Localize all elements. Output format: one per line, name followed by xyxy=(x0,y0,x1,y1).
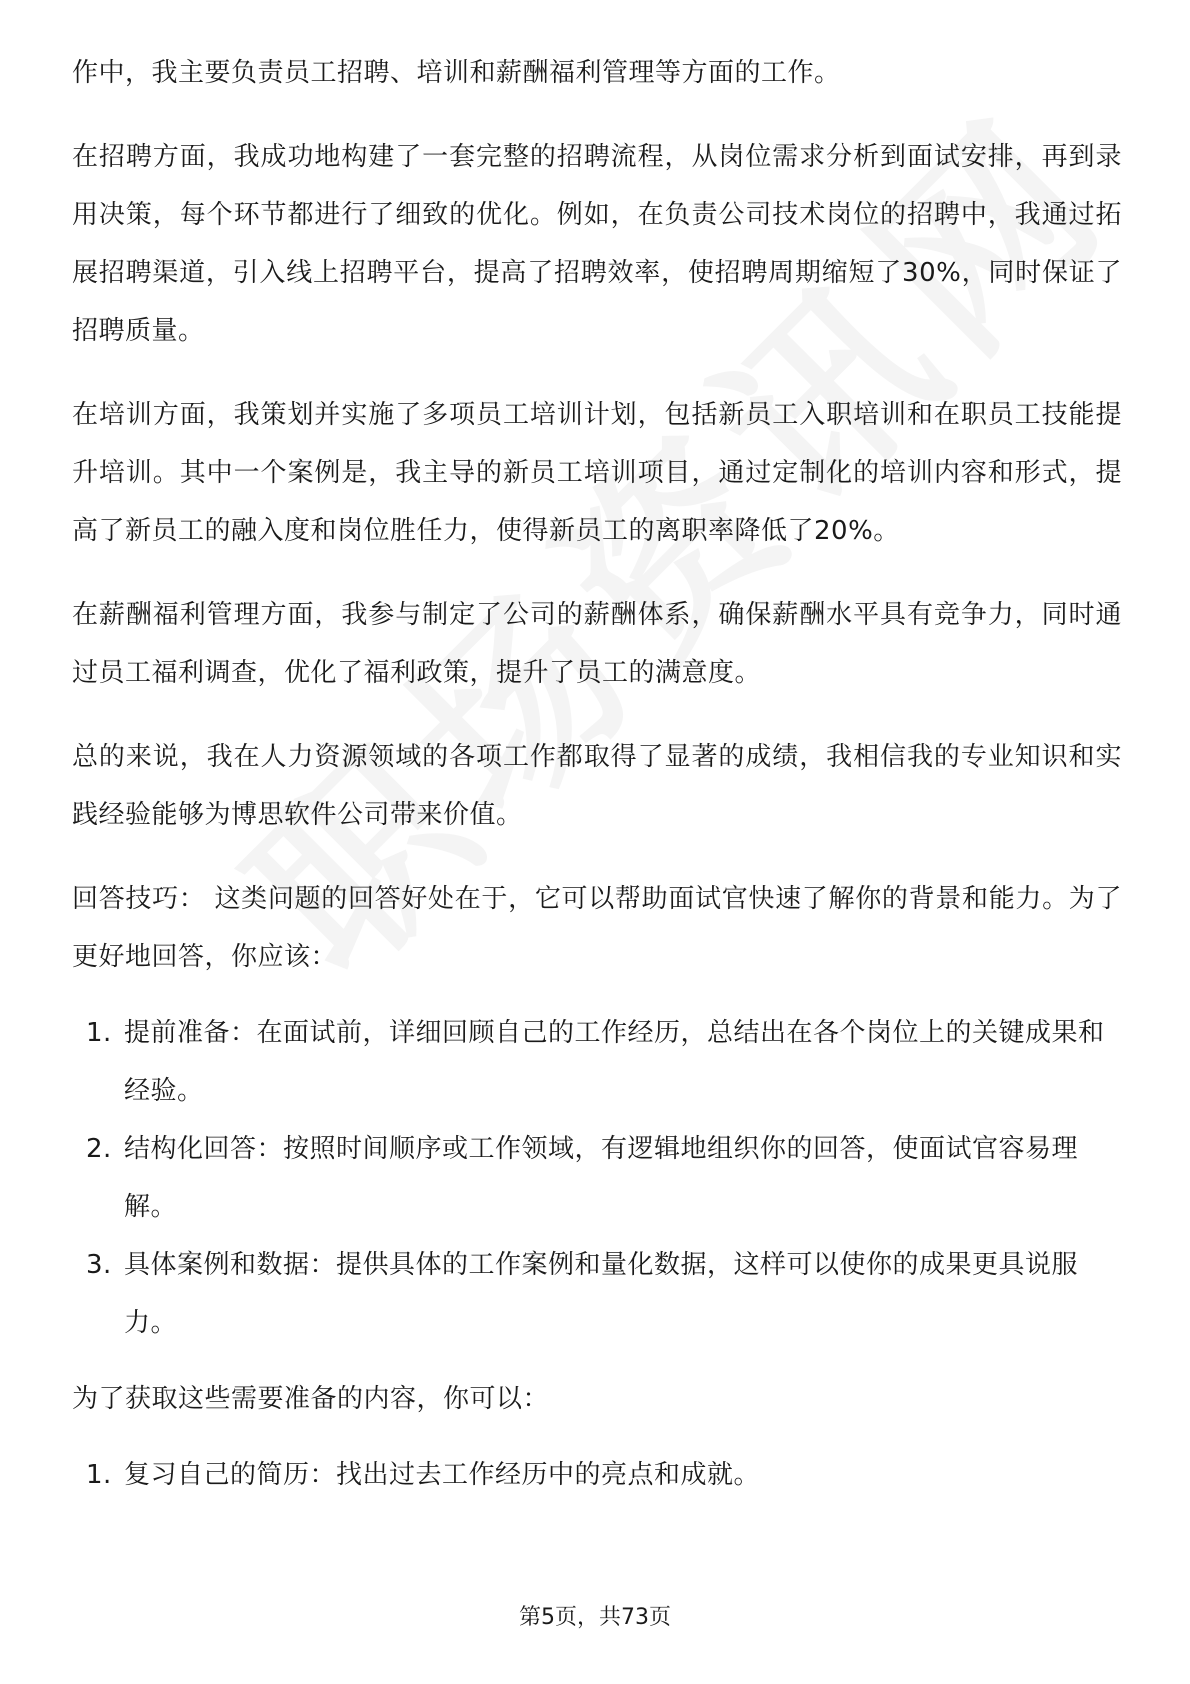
list-number: 3. xyxy=(86,1250,112,1280)
list-item-text: 复习自己的简历：找出过去工作经历中的亮点和成就。 xyxy=(124,1460,761,1490)
tips-list xyxy=(72,1004,1122,1352)
list-item xyxy=(72,1236,1122,1352)
list-item xyxy=(72,1004,1122,1120)
list-item-text: 提前准备：在面试前，详细回顾自己的工作经历，总结出在各个岗位上的关键成果和经验。 xyxy=(124,1018,1105,1106)
list-item xyxy=(72,1446,1122,1504)
prep-list xyxy=(72,1446,1122,1504)
list-number: 1. xyxy=(86,1460,112,1490)
paragraph-recruitment: 在招聘方面，我成功地构建了一套完整的招聘流程，从岗位需求分析到面试安排，再到录用决策，每个环节都进行了细致的优化。例如，在负责公司技术岗位的招聘中，我通过拓展招聘渠道，引入线上招聘平台，提高了招聘效率，使招聘周期缩短了30%，同时保证了招聘质量。 xyxy=(72,142,1122,346)
paragraph-continued-intro: 作中，我主要负责员工招聘、培训和薪酬福利管理等方面的工作。 xyxy=(72,58,841,88)
page-number-footer: 第5页，共73页 xyxy=(519,1605,671,1630)
paragraph-prep-intro: 为了获取这些需要准备的内容，你可以： xyxy=(72,1384,550,1414)
document-body xyxy=(72,44,1122,1522)
list-item-text: 具体案例和数据：提供具体的工作案例和量化数据，这样可以使你的成果更具说服力。 xyxy=(124,1250,1079,1338)
paragraph-summary: 总的来说，我在人力资源领域的各项工作都取得了显著的成绩，我相信我的专业知识和实践经验能够为博思软件公司带来价值。 xyxy=(72,742,1122,830)
paragraph-training: 在培训方面，我策划并实施了多项员工培训计划，包括新员工入职培训和在职员工技能提升培训。其中一个案例是，我主导的新员工培训项目，通过定制化的培训内容和形式，提高了新员工的融入度和岗位胜任力，使得新员工的离职率降低了20%。 xyxy=(72,400,1122,546)
list-item xyxy=(72,1120,1122,1236)
list-number: 2. xyxy=(86,1134,112,1164)
list-number: 1. xyxy=(86,1018,112,1048)
paragraph-answer-tips: 回答技巧： 这类问题的回答好处在于，它可以帮助面试官快速了解你的背景和能力。为了更好地回答，你应该： xyxy=(72,884,1122,972)
list-item-text: 结构化回答：按照时间顺序或工作领域，有逻辑地组织你的回答，使面试官容易理解。 xyxy=(124,1134,1079,1222)
paragraph-compensation: 在薪酬福利管理方面，我参与制定了公司的薪酬体系，确保薪酬水平具有竞争力，同时通过员工福利调查，优化了福利政策，提升了员工的满意度。 xyxy=(72,600,1122,688)
